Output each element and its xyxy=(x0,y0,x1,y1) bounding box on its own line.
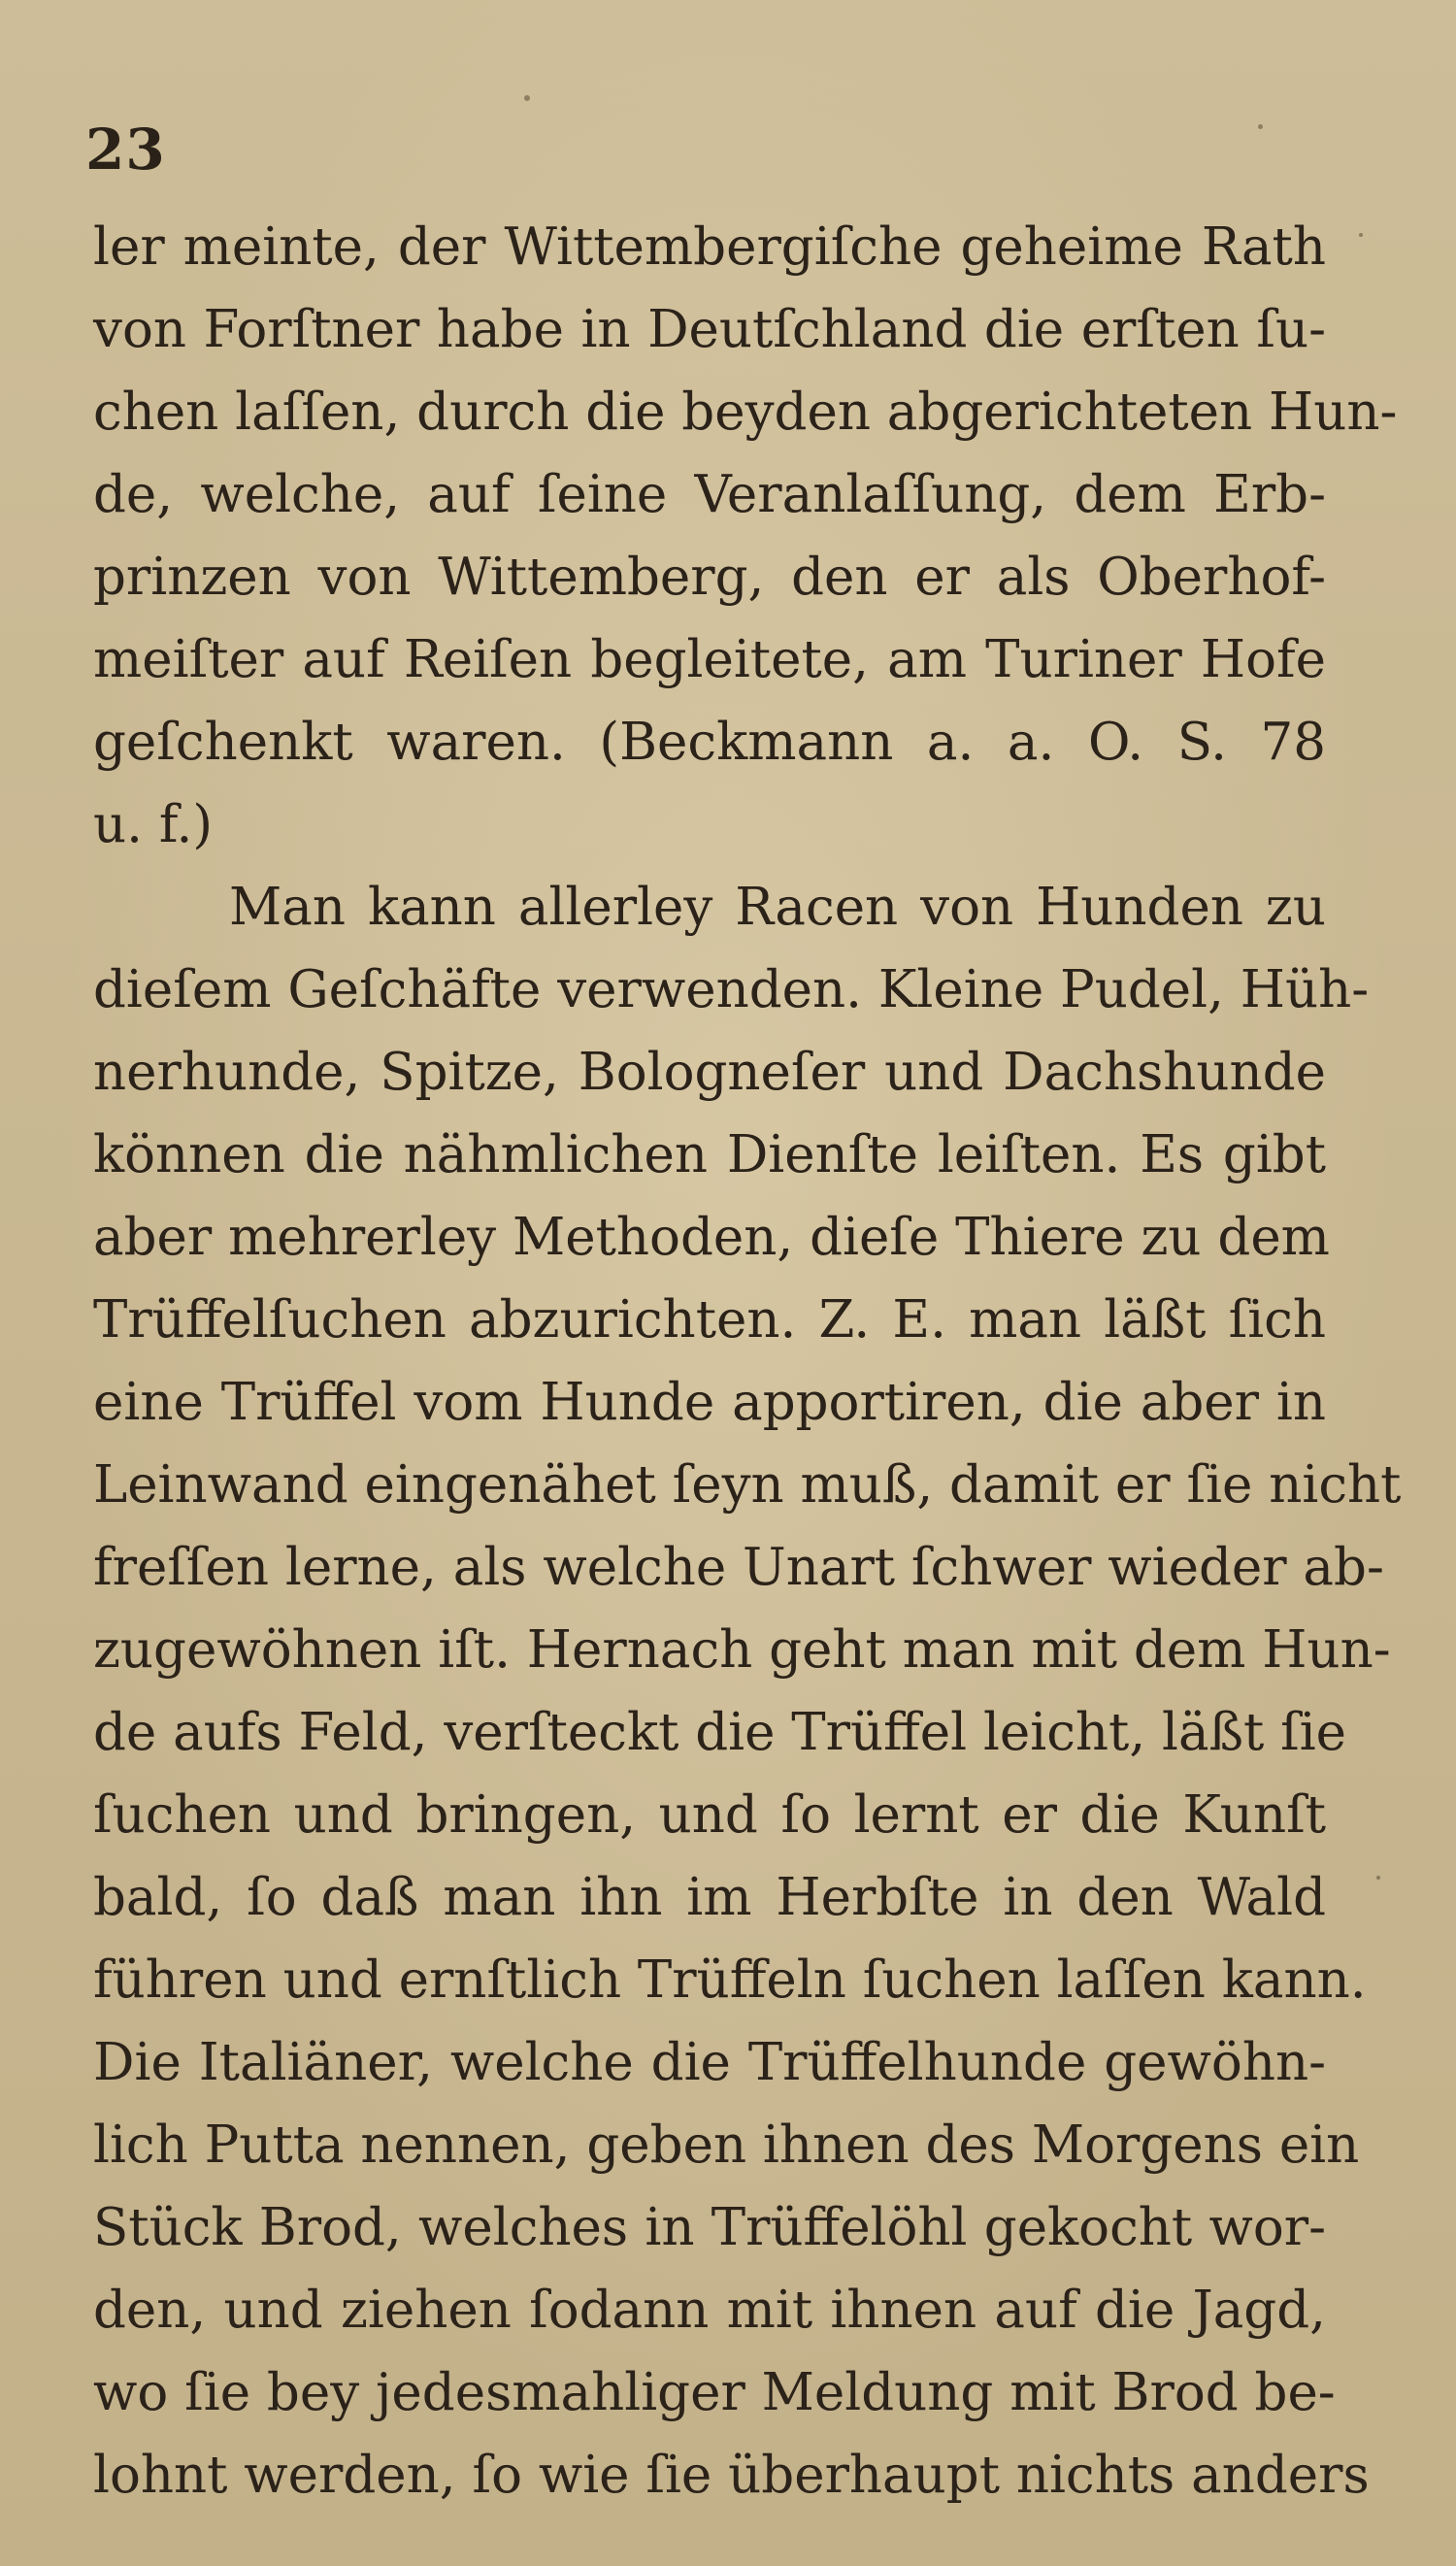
text-line: freſſen lerne, als welche Unart ſchwer wieder ab- xyxy=(93,1538,1384,1597)
text-line: dieſem Geſchäfte verwenden. Kleine Pudel, Hüh- xyxy=(93,960,1370,1019)
page-number: 23 xyxy=(85,117,166,183)
text-line: können die nähmlichen Dienſte leiſten. Es gibt xyxy=(93,1125,1326,1184)
text-line: führen und ernſtlich Trüffeln ſuchen laſſen kann. xyxy=(93,1950,1367,2010)
text-line: u. f.) xyxy=(93,795,214,854)
text-line: prinzen von Wittemberg, den er als Oberhof- xyxy=(93,548,1326,607)
text-line: Stück Brod, welches in Trüffelöhl gekocht wor- xyxy=(93,2198,1326,2257)
text-line: ſuchen und bringen, und ſo lernt er die Kunſt xyxy=(93,1785,1326,1845)
text-line: von Forſtner habe in Deutſchland die erſten ſu- xyxy=(93,300,1326,359)
text-line: meiſter auf Reiſen begleitete, am Turiner Hofe xyxy=(93,630,1326,689)
text-line: lich Putta nennen, geben ihnen des Morgens ein xyxy=(93,2116,1360,2175)
text-line: nerhunde, Spitze, Bologneſer und Dachshunde xyxy=(93,1043,1326,1102)
text-line: wo ſie bey jedesmahliger Meldung mit Brod be- xyxy=(93,2363,1336,2422)
text-line: eine Trüffel vom Hunde apportiren, die aber in xyxy=(93,1373,1326,1432)
text-line: aber mehrerley Methoden, dieſe Thiere zu dem xyxy=(93,1208,1330,1267)
text-line: Trüffelſuchen abzurichten. Z. E. man läßt ſich xyxy=(93,1290,1326,1350)
text-line: chen laſſen, durch die beyden abgerichteten Hun- xyxy=(93,383,1398,442)
ink-speck xyxy=(1359,233,1363,237)
text-line: de aufs Feld, verſteckt die Trüffel leicht, läßt ſie xyxy=(93,1703,1347,1762)
text-line: Leinwand eingenähet ſeyn muß, damit er ſie nicht xyxy=(93,1455,1402,1515)
text-line: ler meinte, der Wittembergiſche geheime Rath xyxy=(93,217,1326,277)
ink-speck xyxy=(1376,1876,1380,1880)
text-line: zugewöhnen iſt. Hernach geht man mit dem Hun- xyxy=(93,1620,1391,1680)
text-line: bald, ſo daß man ihn im Herbſte in den Wald xyxy=(93,1868,1326,1927)
ink-speck xyxy=(524,95,530,101)
text-line: lohnt werden, ſo wie ſie überhaupt nichts anders xyxy=(93,2446,1370,2505)
text-line: de, welche, auf ſeine Veranlaſſung, dem Erb- xyxy=(93,465,1326,524)
text-line: den, und ziehen ſodann mit ihnen auf die Jagd, xyxy=(93,2281,1326,2340)
ink-speck xyxy=(1258,124,1263,129)
text-line: geſchenkt waren. (Beckmann a. a. O. S. 78 xyxy=(93,713,1326,772)
paragraph-first-line: Man kann allerley Racen von Hunden zu xyxy=(229,878,1326,937)
text-line: Die Italiäner, welche die Trüffelhunde gewöhn- xyxy=(93,2033,1326,2092)
body-text xyxy=(93,206,1402,2516)
